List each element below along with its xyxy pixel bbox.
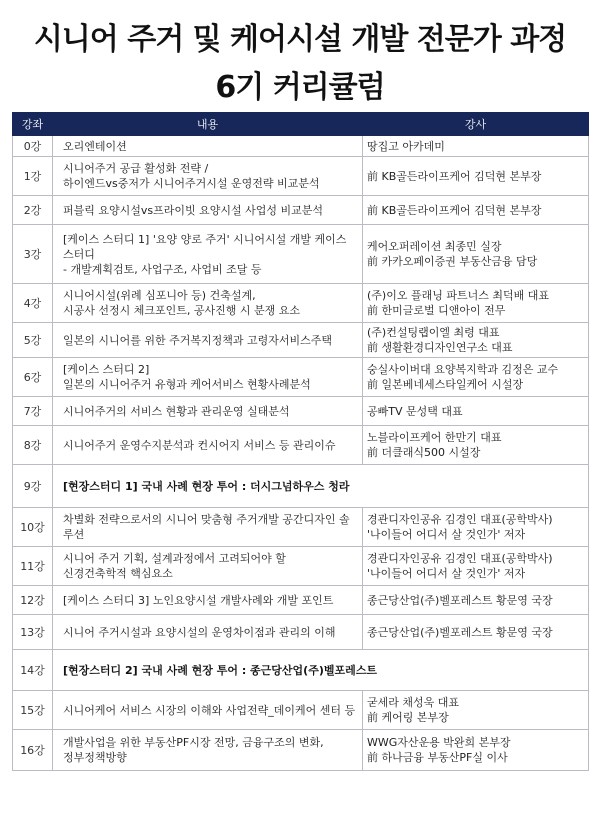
table-row [13,650,589,691]
table-row [13,225,589,284]
lecturer-line: 경관디자인공유 김경인 대표(공학박사) [367,513,553,526]
table-row [13,730,589,771]
lecture-content [53,730,363,771]
lecture-content [53,426,363,465]
lecturer-line: '나이들어 어디서 살 것인가' 저자 [367,567,526,580]
lecture-content [53,397,363,426]
table-header-row [13,113,589,136]
content-line: 오리엔테이션 [63,139,127,153]
lecture-content [53,465,589,508]
table-row [13,586,589,615]
lecture-number: 10강 [13,508,53,547]
table-row [13,284,589,323]
content-line: 시니어주거의 서비스 현황과 관리운영 실태분석 [63,404,290,418]
lecture-number: 6강 [13,358,53,397]
lecturer-line: WWG자산운용 박완희 본부장 [367,736,511,749]
table-row [13,426,589,465]
lecture-number: 16강 [13,730,53,771]
lecturer-info [363,397,589,426]
curriculum-table [12,112,589,771]
lecture-content [53,284,363,323]
table-row [13,136,589,157]
lecture-number: 15강 [13,691,53,730]
lecture-number: 14강 [13,650,53,691]
table-row [13,196,589,225]
table-row [13,157,589,196]
lecture-number: 1강 [13,157,53,196]
content-line: 개발사업을 위한 부동산PF시장 전망, 금융구조의 변화, [63,736,324,749]
content-line: [현장스터디 2] 국내 사례 현장 투어 : 종근당산업(주)벨포레스트 [63,663,377,677]
content-line: 시공사 선정시 체크포인트, 공사진행 시 분쟁 요소 [63,304,300,317]
lecturer-info [363,323,589,358]
lecture-content [53,650,589,691]
header-lecturer: 강사 [363,113,589,136]
content-line: 신경건축학적 핵심요소 [63,567,173,580]
lecturer-info [363,508,589,547]
lecturer-line: (주)컨설팅랩이엘 최령 대표 [367,326,500,339]
content-line: 정부정책방향 [63,751,127,764]
table-row [13,323,589,358]
content-line: 시니어시설(위례 심포니아 등) 건축설계, [63,289,256,302]
lecturer-info [363,691,589,730]
lecturer-info [363,284,589,323]
lecturer-info [363,157,589,196]
lecturer-info [363,586,589,615]
lecture-content [53,615,363,650]
lecturer-line: 前 KB골든라이프케어 김덕현 본부장 [367,169,542,183]
lecturer-line: 前 일본베네세스타일케어 시설장 [367,378,524,391]
lecture-content [53,323,363,358]
lecturer-line: (주)이오 플래닝 파트너스 최덕배 대표 [367,289,549,302]
lecturer-line: 前 하나금융 부동산PF실 이사 [367,751,508,764]
lecture-number: 5강 [13,323,53,358]
lecturer-info [363,225,589,284]
lecture-number: 8강 [13,426,53,465]
lecturer-line: 前 더클래식500 시설장 [367,446,481,459]
content-line: 시니어주거 공급 활성화 전략 / [63,162,209,175]
lecture-number: 11강 [13,547,53,586]
header-content: 내용 [53,113,363,136]
lecturer-info [363,196,589,225]
content-line: [케이스 스터디 1] '요양 양로 주거' 시니어시설 개발 케이스 스터디 [63,232,347,261]
lecture-content [53,508,363,547]
lecturer-line: 케어오퍼레이션 최종민 실장 [367,240,502,253]
lecture-number: 0강 [13,136,53,157]
lecturer-line: 前 한미글로벌 디앤아이 전무 [367,304,506,317]
lecturer-line: 땅집고 아카데미 [367,139,445,153]
lecture-content [53,358,363,397]
table-row [13,691,589,730]
content-line: 차별화 전략으로서의 시니어 맞춤형 주거개발 공간디자인 솔루션 [63,513,350,541]
content-line: [케이스 스터디 2] [63,363,150,376]
lecturer-info [363,136,589,157]
table-row [13,615,589,650]
lecturer-line: 공빠TV 문성택 대표 [367,404,463,418]
lecture-number: 2강 [13,196,53,225]
content-line: 시니어주거 운영수지분석과 컨시어지 서비스 등 관리이슈 [63,438,336,452]
content-line: 시니어 주거 기획, 설계과정에서 고려되어야 할 [63,552,286,565]
page-subtitle: 6기 커리큘럼 [215,70,385,105]
lecture-number: 7강 [13,397,53,426]
lecture-number: 12강 [13,586,53,615]
lecture-content [53,547,363,586]
lecture-content [53,196,363,225]
content-line: [현장스터디 1] 국내 사례 현장 투어 : 더시그넘하우스 청라 [63,479,350,493]
content-line: - 개발계획검토, 사업구조, 사업비 조달 등 [63,262,262,276]
lecture-content [53,586,363,615]
content-line: 일본의 시니어주거 유형과 케어서비스 현황사례분석 [63,378,311,391]
lecturer-info [363,730,589,771]
lecture-content [53,157,363,196]
lecture-content [53,691,363,730]
lecturer-info [363,615,589,650]
page-title: 시니어 주거 및 케어시설 개발 전문가 과정 [33,22,567,57]
lecture-content [53,136,363,157]
table-row [13,465,589,508]
lecturer-line: 前 케어링 본부장 [367,711,449,724]
content-line: 하이엔드vs중저가 시니어주거시설 운영전략 비교분석 [63,177,320,190]
content-line: [케이스 스터디 3] 노인요양시설 개발사례와 개발 포인트 [63,593,334,607]
table-body [13,136,589,771]
content-line: 시니어케어 서비스 시장의 이해와 사업전략_데이케어 센터 등 [63,703,356,717]
lecturer-line: 前 KB골든라이프케어 김덕현 본부장 [367,203,542,217]
lecture-number: 3강 [13,225,53,284]
lecturer-line: 前 카카오페이증권 부동산금융 담당 [367,255,538,268]
content-line: 퍼블릭 요양시설vs프라이빗 요양시설 사업성 비교분석 [63,203,323,217]
lecturer-info [363,547,589,586]
lecturer-line: 경관디자인공유 김경인 대표(공학박사) [367,552,553,565]
lecture-number: 4강 [13,284,53,323]
lecture-content [53,225,363,284]
table-row [13,508,589,547]
lecturer-line: '나이들어 어디서 살 것인가' 저자 [367,528,526,541]
lecturer-line: 굳세라 채성욱 대표 [367,696,460,709]
lecture-number: 9강 [13,465,53,508]
lecturer-line: 노블라이프케어 한만기 대표 [367,431,502,444]
header-lecture-no: 강좌 [13,113,53,136]
lecturer-line: 종근당산업(주)벨포레스트 황문영 국장 [367,625,553,639]
lecturer-line: 숭실사이버대 요양복지학과 김정은 교수 [367,363,559,376]
lecturer-line: 종근당산업(주)벨포레스트 황문영 국장 [367,593,553,607]
table-row [13,547,589,586]
table-row [13,397,589,426]
lecturer-line: 前 생활환경디자인연구소 대표 [367,341,513,354]
content-line: 시니어 주거시설과 요양시설의 운영차이점과 관리의 이해 [63,625,336,639]
lecturer-info [363,426,589,465]
content-line: 일본의 시니어를 위한 주거복지정책과 고령자서비스주택 [63,333,333,347]
table-row [13,358,589,397]
lecturer-info [363,358,589,397]
lecture-number: 13강 [13,615,53,650]
